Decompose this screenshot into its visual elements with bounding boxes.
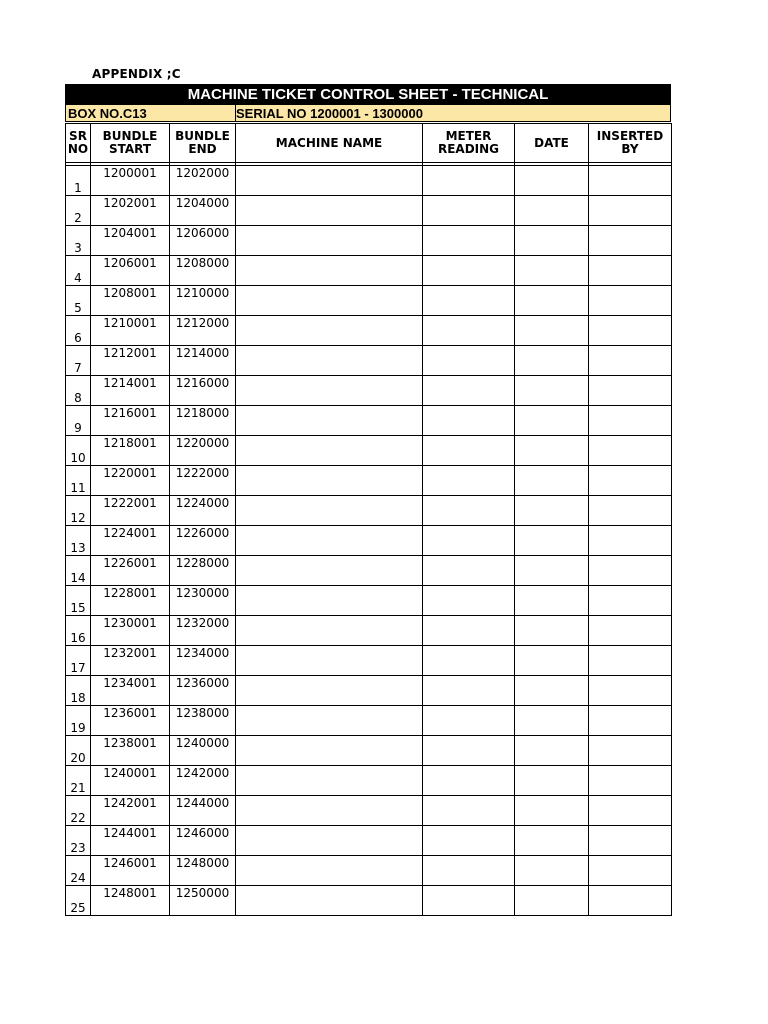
machine-name-cell[interactable] [236, 346, 423, 376]
meter-reading-cell[interactable] [423, 616, 515, 646]
table-row [66, 286, 672, 316]
bundle-end-cell: 1230000 [170, 586, 236, 616]
meter-reading-cell[interactable] [423, 376, 515, 406]
machine-name-cell[interactable] [236, 646, 423, 676]
header-line: INSERTED [596, 129, 664, 143]
table-row [66, 766, 672, 796]
sr-no-cell: 17 [66, 646, 91, 676]
header-date [515, 124, 589, 163]
header-sr-no [66, 124, 91, 163]
header-line: DATE [534, 135, 569, 150]
table-row [66, 316, 672, 346]
inserted-by-cell[interactable] [589, 856, 672, 886]
sr-no-cell: 14 [66, 556, 91, 586]
machine-name-cell[interactable] [236, 796, 423, 826]
date-cell[interactable] [515, 766, 589, 796]
machine-name-cell[interactable] [236, 526, 423, 556]
bundle-end-cell: 1206000 [170, 226, 236, 256]
inserted-by-cell[interactable] [589, 346, 672, 376]
header-inserted-by [589, 124, 672, 163]
inserted-by-cell[interactable] [589, 496, 672, 526]
bundle-start-cell: 1228001 [91, 586, 170, 616]
meter-reading-cell[interactable] [423, 346, 515, 376]
date-cell[interactable] [515, 886, 589, 916]
box-number: BOX NO.C13 [68, 106, 147, 121]
table-row [66, 196, 672, 226]
date-cell[interactable] [515, 496, 589, 526]
meter-reading-cell[interactable] [423, 166, 515, 196]
bundle-start-cell: 1214001 [91, 376, 170, 406]
bundle-start-cell: 1212001 [91, 346, 170, 376]
bundle-end-cell: 1208000 [170, 256, 236, 286]
meter-reading-cell[interactable] [423, 316, 515, 346]
bundle-start-cell: 1210001 [91, 316, 170, 346]
bundle-start-cell: 1222001 [91, 496, 170, 526]
bundle-start-cell: 1218001 [91, 436, 170, 466]
table-row [66, 856, 672, 886]
table-row [66, 556, 672, 586]
machine-name-cell[interactable] [236, 376, 423, 406]
meter-reading-cell[interactable] [423, 256, 515, 286]
inserted-by-cell[interactable] [589, 196, 672, 226]
header-meter-reading [423, 124, 515, 163]
date-cell[interactable] [515, 316, 589, 346]
date-cell[interactable] [515, 466, 589, 496]
meter-reading-cell[interactable] [423, 856, 515, 886]
header-line: METER [445, 129, 492, 143]
meter-reading-cell[interactable] [423, 496, 515, 526]
box-serial-bar [65, 104, 671, 122]
date-cell[interactable] [515, 556, 589, 586]
machine-name-cell[interactable] [236, 766, 423, 796]
date-cell[interactable] [515, 826, 589, 856]
meter-reading-cell[interactable] [423, 886, 515, 916]
table-row [66, 706, 672, 736]
bundle-start-cell: 1208001 [91, 286, 170, 316]
inserted-by-cell[interactable] [589, 286, 672, 316]
bundle-start-cell: 1248001 [91, 886, 170, 916]
inserted-by-cell[interactable] [589, 166, 672, 196]
sr-no-cell: 2 [66, 196, 91, 226]
bundle-start-cell: 1204001 [91, 226, 170, 256]
inserted-by-cell[interactable] [589, 406, 672, 436]
sr-no-cell: 22 [66, 796, 91, 826]
inserted-by-cell[interactable] [589, 556, 672, 586]
date-cell[interactable] [515, 256, 589, 286]
date-cell[interactable] [515, 586, 589, 616]
machine-name-cell[interactable] [236, 586, 423, 616]
inserted-by-cell[interactable] [589, 736, 672, 766]
bundle-start-cell: 1240001 [91, 766, 170, 796]
date-cell[interactable] [515, 346, 589, 376]
machine-name-cell[interactable] [236, 856, 423, 886]
meter-reading-cell[interactable] [423, 736, 515, 766]
inserted-by-cell[interactable] [589, 226, 672, 256]
machine-name-cell[interactable] [236, 556, 423, 586]
meter-reading-cell[interactable] [423, 286, 515, 316]
sr-no-cell: 20 [66, 736, 91, 766]
meter-reading-cell[interactable] [423, 796, 515, 826]
sr-no-cell: 19 [66, 706, 91, 736]
sr-no-cell: 16 [66, 616, 91, 646]
machine-name-cell[interactable] [236, 226, 423, 256]
date-cell[interactable] [515, 286, 589, 316]
header-row [66, 124, 672, 163]
inserted-by-cell[interactable] [589, 466, 672, 496]
date-cell[interactable] [515, 436, 589, 466]
bundle-start-cell: 1220001 [91, 466, 170, 496]
header-bundle-start [91, 124, 170, 163]
date-cell[interactable] [515, 226, 589, 256]
date-cell[interactable] [515, 856, 589, 886]
meter-reading-cell[interactable] [423, 526, 515, 556]
bundle-end-cell: 1224000 [170, 496, 236, 526]
bundle-end-cell: 1240000 [170, 736, 236, 766]
bundle-end-cell: 1246000 [170, 826, 236, 856]
meter-reading-cell[interactable] [423, 226, 515, 256]
date-cell[interactable] [515, 616, 589, 646]
date-cell[interactable] [515, 166, 589, 196]
sr-no-cell: 25 [66, 886, 91, 916]
bundle-start-cell: 1242001 [91, 796, 170, 826]
table-row [66, 226, 672, 256]
header-line: MACHINE NAME [275, 135, 383, 150]
bundle-end-cell: 1212000 [170, 316, 236, 346]
table-row [66, 826, 672, 856]
machine-name-cell[interactable] [236, 706, 423, 736]
sr-no-cell: 21 [66, 766, 91, 796]
bundle-end-cell: 1214000 [170, 346, 236, 376]
header-line: READING [437, 142, 500, 156]
table-row [66, 406, 672, 436]
machine-name-cell[interactable] [236, 316, 423, 346]
table-row [66, 376, 672, 406]
machine-name-cell[interactable] [236, 496, 423, 526]
inserted-by-cell[interactable] [589, 616, 672, 646]
bundle-end-cell: 1228000 [170, 556, 236, 586]
table-row [66, 346, 672, 376]
bundle-start-cell: 1232001 [91, 646, 170, 676]
sr-no-cell: 11 [66, 466, 91, 496]
bundle-start-cell: 1200001 [91, 166, 170, 196]
bundle-start-cell: 1238001 [91, 736, 170, 766]
inserted-by-cell[interactable] [589, 676, 672, 706]
machine-name-cell[interactable] [236, 826, 423, 856]
ticket-control-table [65, 123, 672, 916]
table-row [66, 466, 672, 496]
table-row [66, 736, 672, 766]
sr-no-cell: 12 [66, 496, 91, 526]
bundle-start-cell: 1226001 [91, 556, 170, 586]
bundle-start-cell: 1244001 [91, 826, 170, 856]
table-row [66, 676, 672, 706]
meter-reading-cell[interactable] [423, 466, 515, 496]
inserted-by-cell[interactable] [589, 826, 672, 856]
header-line: BUNDLE [175, 129, 230, 143]
inserted-by-cell[interactable] [589, 796, 672, 826]
sr-no-cell: 24 [66, 856, 91, 886]
bundle-end-cell: 1210000 [170, 286, 236, 316]
sheet-title [65, 84, 671, 104]
bundle-start-cell: 1202001 [91, 196, 170, 226]
date-cell[interactable] [515, 706, 589, 736]
header-line: NO [67, 142, 89, 156]
machine-name-cell[interactable] [236, 886, 423, 916]
sr-no-cell: 13 [66, 526, 91, 556]
inserted-by-cell[interactable] [589, 886, 672, 916]
machine-name-cell[interactable] [236, 256, 423, 286]
bundle-end-cell: 1242000 [170, 766, 236, 796]
inserted-by-cell[interactable] [589, 706, 672, 736]
table-row [66, 526, 672, 556]
meter-reading-cell[interactable] [423, 586, 515, 616]
bundle-start-cell: 1230001 [91, 616, 170, 646]
sr-no-cell: 6 [66, 316, 91, 346]
sr-no-cell: 10 [66, 436, 91, 466]
bundle-end-cell: 1244000 [170, 796, 236, 826]
bundle-end-cell: 1202000 [170, 166, 236, 196]
date-cell[interactable] [515, 676, 589, 706]
sr-no-cell: 15 [66, 586, 91, 616]
machine-name-cell[interactable] [236, 166, 423, 196]
machine-name-cell[interactable] [236, 406, 423, 436]
header-line: BY [621, 142, 639, 156]
bundle-end-cell: 1226000 [170, 526, 236, 556]
bundle-start-cell: 1224001 [91, 526, 170, 556]
meter-reading-cell[interactable] [423, 436, 515, 466]
table-row [66, 496, 672, 526]
inserted-by-cell[interactable] [589, 586, 672, 616]
bundle-end-cell: 1204000 [170, 196, 236, 226]
sr-no-cell: 1 [66, 166, 91, 196]
header-line: START [108, 142, 152, 156]
machine-name-cell[interactable] [236, 676, 423, 706]
machine-name-cell[interactable] [236, 436, 423, 466]
bundle-end-cell: 1238000 [170, 706, 236, 736]
serial-range: SERIAL NO 1200001 - 1300000 [236, 106, 423, 121]
table-row [66, 886, 672, 916]
meter-reading-cell[interactable] [423, 676, 515, 706]
header-line: SR [69, 129, 87, 143]
date-cell[interactable] [515, 376, 589, 406]
sr-no-cell: 18 [66, 676, 91, 706]
bundle-end-cell: 1248000 [170, 856, 236, 886]
header-line: END [188, 142, 217, 156]
inserted-by-cell[interactable] [589, 256, 672, 286]
table-body [66, 163, 672, 916]
meter-reading-cell[interactable] [423, 766, 515, 796]
sr-no-cell: 4 [66, 256, 91, 286]
date-cell[interactable] [515, 736, 589, 766]
table-row [66, 256, 672, 286]
inserted-by-cell[interactable] [589, 646, 672, 676]
bundle-start-cell: 1234001 [91, 676, 170, 706]
bundle-start-cell: 1236001 [91, 706, 170, 736]
sr-no-cell: 8 [66, 376, 91, 406]
table-row [66, 166, 672, 196]
machine-name-cell[interactable] [236, 616, 423, 646]
header-bundle-end [170, 124, 236, 163]
bundle-end-cell: 1236000 [170, 676, 236, 706]
sheet-title-text: MACHINE TICKET CONTROL SHEET - TECHNICAL [187, 85, 549, 103]
sr-no-cell: 3 [66, 226, 91, 256]
meter-reading-cell[interactable] [423, 196, 515, 226]
sr-no-cell: 9 [66, 406, 91, 436]
table-row [66, 646, 672, 676]
header-line: BUNDLE [102, 129, 158, 143]
table-row [66, 436, 672, 466]
bundle-end-cell: 1220000 [170, 436, 236, 466]
date-cell[interactable] [515, 796, 589, 826]
bundle-end-cell: 1216000 [170, 376, 236, 406]
table-row [66, 586, 672, 616]
bundle-end-cell: 1218000 [170, 406, 236, 436]
inserted-by-cell[interactable] [589, 316, 672, 346]
meter-reading-cell[interactable] [423, 556, 515, 586]
sr-no-cell: 5 [66, 286, 91, 316]
date-cell[interactable] [515, 646, 589, 676]
date-cell[interactable] [515, 526, 589, 556]
bundle-end-cell: 1234000 [170, 646, 236, 676]
meter-reading-cell[interactable] [423, 706, 515, 736]
bundle-start-cell: 1216001 [91, 406, 170, 436]
table-row [66, 796, 672, 826]
machine-name-cell[interactable] [236, 466, 423, 496]
meter-reading-cell[interactable] [423, 826, 515, 856]
bundle-start-cell: 1246001 [91, 856, 170, 886]
machine-name-cell[interactable] [236, 196, 423, 226]
date-cell[interactable] [515, 406, 589, 436]
header-machine-name [236, 124, 423, 163]
inserted-by-cell[interactable] [589, 766, 672, 796]
bundle-end-cell: 1250000 [170, 886, 236, 916]
machine-name-cell[interactable] [236, 736, 423, 766]
sr-no-cell: 7 [66, 346, 91, 376]
meter-reading-cell[interactable] [423, 646, 515, 676]
table-row [66, 616, 672, 646]
inserted-by-cell[interactable] [589, 436, 672, 466]
appendix-label: APPENDIX ;C [92, 67, 181, 81]
inserted-by-cell[interactable] [589, 526, 672, 556]
bundle-start-cell: 1206001 [91, 256, 170, 286]
machine-name-cell[interactable] [236, 286, 423, 316]
meter-reading-cell[interactable] [423, 406, 515, 436]
date-cell[interactable] [515, 196, 589, 226]
bundle-end-cell: 1222000 [170, 466, 236, 496]
bundle-end-cell: 1232000 [170, 616, 236, 646]
sr-no-cell: 23 [66, 826, 91, 856]
inserted-by-cell[interactable] [589, 376, 672, 406]
